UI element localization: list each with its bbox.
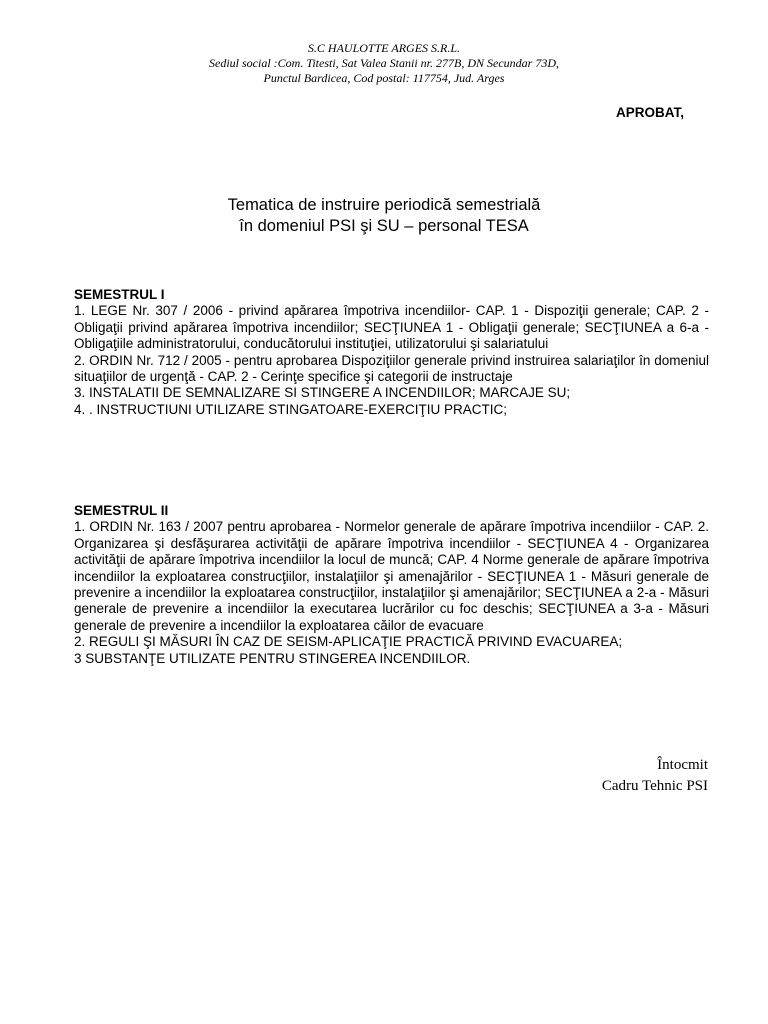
document-title (0, 195, 768, 237)
semester-1-item: 4. . INSTRUCTIUNI UTILIZARE STINGATOARE-EXERCIŢIU PRACTIC; (74, 401, 508, 417)
semester-1-heading: SEMESTRUL I (74, 287, 165, 302)
semester-2-item: 3 SUBSTANŢE UTILIZATE PENTRU STINGEREA INCENDIILOR. (74, 650, 471, 666)
company-header (0, 41, 768, 86)
company-address-line-2: Punctul Bardicea, Cod postal: 117754, Jud. Arges (263, 71, 505, 85)
semester-2-item: 1. ORDIN Nr. 163 / 2007 pentru aprobarea - Normelor generale de apărare împotriva incendiilor - CAP. 2. Organizarea şi desfăşurarea activităţii de apărare împotriva incendiilor - SECŢIUNEA 4 - Organizarea activităţii de apărare împotriva incendiilor la locul de muncă; CAP. 4 Norme generale de apărare împotriva incendiilor la exploatarea construcţiilor, instalaţiilor şi amenajărilor - SECŢIUNEA 1 - Măsuri generale de prevenire a incendiilor la exploatarea construcţiilor, instalaţiilor şi amenajărilor; SECŢIUNEA a 2-a - Măsuri generale de prevenire a incendiilor la executarea lucrărilor cu foc deschis; SECŢIUNEA a 3-a - Măsuri generale de prevenire a incendiilor la exploatarea căilor de evacuare (74, 519, 709, 633)
prepared-by-label: Întocmit (657, 757, 708, 773)
semester-2-heading: SEMESTRUL II (74, 503, 169, 518)
company-name: S.C HAULOTTE ARGES S.R.L. (307, 41, 461, 55)
signature-block (602, 755, 708, 797)
title-line-1: Tematica de instruire periodică semestrială (227, 196, 541, 214)
title-line-2: în domeniul PSI şi SU – personal TESA (239, 217, 529, 235)
semester-2-section (74, 503, 709, 667)
semester-1-item: 2. ORDIN Nr. 712 / 2005 - pentru aprobarea Dispoziţiilor generale privind instruirea salariaţilor în domeniul situaţiilor de urgenţă - CAP. 2 - Cerinţe specifice şi categorii de instructaje (74, 352, 709, 385)
company-address-line-1: Sediul social :Com. Titesti, Sat Valea Stanii nr. 277B, DN Secundar 73D, (209, 56, 559, 70)
signatory-role: Cadru Tehnic PSI (601, 778, 708, 794)
semester-1-section (74, 287, 709, 418)
semester-2-item: 2. REGULI ŞI MĂSURI ÎN CAZ DE SEISM-APLICAŢIE PRACTICĂ PRIVIND EVACUAREA; (74, 634, 623, 650)
approved-label: APROBAT, (615, 105, 684, 120)
semester-1-item: 3. INSTALATII DE SEMNALIZARE SI STINGERE A INCENDIILOR; MARCAJE SU; (74, 385, 571, 401)
semester-1-item: 1. LEGE Nr. 307 / 2006 - privind apărarea împotriva incendiilor- CAP. 1 - Dispoziţii generale; CAP. 2 - Obligaţii privind apărarea împotriva incendiilor; SECŢIUNEA 1 - Obligaţii generale; SECŢIUNEA a 6-a - Obligaţiile administratorului, conducătorului instituţiei, utilizatorului şi salariatului (74, 303, 709, 352)
